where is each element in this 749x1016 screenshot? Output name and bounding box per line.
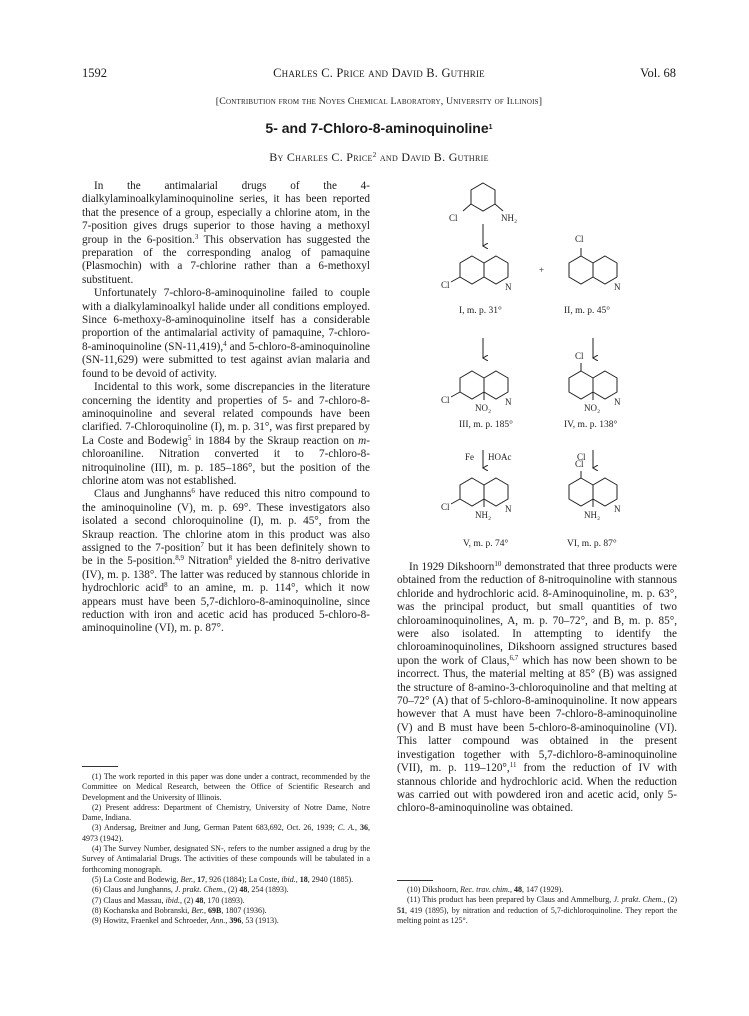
IV-cl-label: Cl xyxy=(575,351,584,361)
III-no2-label: NO₂ xyxy=(475,403,492,413)
label-compound-V: V, m. p. 74° xyxy=(463,539,509,549)
reagent-fe: Fe xyxy=(465,452,474,462)
IV-no2-label: NO₂ xyxy=(584,403,601,413)
footnote: (11) This product has been prepared by Claus and Ammelburg, J. prakt. Chem., (2) 51, 419 (1895), by nitration and reduction of 5,7-dichloroquinoline. They report the melting point as 125°. xyxy=(397,895,678,925)
V-n-label: N xyxy=(505,504,512,514)
V-cl-label: Cl xyxy=(441,502,450,512)
II-n-label: N xyxy=(614,282,621,292)
compound-VI-structure xyxy=(569,471,617,507)
footnote: (6) Claus and Junghanns, J. prakt. Chem., (2) 48, 254 (1893). xyxy=(92,885,289,895)
start-cl-label: Cl xyxy=(449,213,458,223)
footnote: (3) Andersag, Breitner and Jung, German Patent 683,692, Oct. 26, 1939; C. A., 36, 4973 (1942). xyxy=(82,823,371,843)
footnotes-left xyxy=(82,772,370,926)
VI-n-label: N xyxy=(614,504,621,514)
compound-IV-structure xyxy=(569,363,617,400)
IV-n-label: N xyxy=(614,397,621,407)
III-cl-label: Cl xyxy=(441,395,450,405)
title-text: 5- and 7-Chloro-8-aminoquinoline xyxy=(265,120,489,136)
label-compound-VI: VI, m. p. 87° xyxy=(567,539,617,549)
reagent-cl: Cl xyxy=(577,452,586,462)
II-cl-label: Cl xyxy=(575,234,584,244)
byline-and: and xyxy=(376,150,402,164)
page-number: 1592 xyxy=(82,66,107,80)
contribution-line: [Contribution from the Noyes Chemical Laboratory, University of Illinois] xyxy=(215,96,543,107)
label-compound-III: III, m. p. 185° xyxy=(459,420,513,430)
author-1-footnote-mark: 2 xyxy=(372,151,377,159)
footnote: (2) Present address: Department of Chemistry, University of Notre Dame, Notre Dame, Indiana. xyxy=(82,802,370,823)
label-compound-II: II, m. p. 45° xyxy=(564,306,611,316)
running-header xyxy=(82,66,676,82)
author-2: David B. Guthrie xyxy=(401,150,489,164)
compound-I-structure xyxy=(451,256,508,284)
I-n-label: N xyxy=(505,282,512,292)
compound-II-structure xyxy=(569,248,617,284)
volume-label: Vol. 68 xyxy=(640,66,676,80)
paragraph-4: Claus and Junghanns$^6$ have reduced this nitro compound to the aminoquinoline (V), m. p. 69°. These investigators also isolated a second chloroquinoline (I), m. p. 45°, from the Skraup reaction. The chlorine atom in this product was also assigned to the 7-position$^7$ but it has been definitely shown to be in the 5-position.$^{8,9}$ Nitration$^8$ yielded the 8-nitro derivative (IV), m. p. 138°. The latter was reduced by stannous chloride in hydrochloric acid$^8$ to an amine, m. p. 114°, which it now appears must have been 5,7-dichloro-8-aminoquinoline, since reduction with iron and acetic acid has produced 5-chloro-8-aminoquinoline (VI), m. p. 87°. xyxy=(82,487,370,635)
article-title xyxy=(82,120,676,136)
compound-V-structure xyxy=(451,478,508,507)
compound-III-structure xyxy=(451,371,508,400)
VI-nh2-label: NH₂ xyxy=(584,510,601,520)
VI-cl-label: Cl xyxy=(575,459,584,469)
footnote: (10) Dikshoorn, Rec. trav. chim., 48, 147 (1929). xyxy=(407,885,564,894)
paragraph-5: In 1929 Dikshoorn$^{10}$ demonstrated that three products were obtained from the reduction of 8-nitroquinoline with stannous chloride and hydrochloric acid. 8-Aminoquinoline, m. p. 63°, was the principal product, but small quantities of two chloroaminoquinolines, A, m. p. 70–72°, and B, m. p. 85°, were also isolated. In attempting to identify the chloroaminoquinolines, Dikshoorn assigned structures based upon the work of Claus,$^{6,7}$ which has now been shown to be incorrect. Thus, the material melting at 85° (B) was assigned the structure of 8-amino-3-chloroquinoline and that melting at 70–72° (A) that of 5-chloro-8-aminoquinoline. It now appears however that A must have been 7-chloro-8-aminoquinoline (V) and B must have been 5-chloro-8-aminoquinoline (VI). This latter compound was obtained in the present investigation together with 5,7-dichloro-8-aminoquinoline (VII), m. p. 119–120°,$^{11}$ from the reduction of IV with stannous chloride and hydrochloric acid. When the reduction was carried out with powdered iron and acetic acid, only 5-chloro-8-aminoquinoline was obtained. xyxy=(397,560,677,815)
byline xyxy=(82,150,676,165)
plus-sign: + xyxy=(539,265,545,275)
paragraph-1: In the antimalarial drugs of the 4-dialkylaminoalkylaminoquinoline series, it has been reported that the presence of a group, especially a chlorine atom, in the 7-position gives drugs superior to those having a methoxyl group in the 6-position.$^3$ This observation has suggested the preparation of the corresponding analog of pamaquine (Plasmochin) with a 7-chlorine rather than a 6-methoxyl substituent. xyxy=(82,180,371,286)
start-benzene-ring xyxy=(471,183,495,211)
footnote: (7) Claus and Massau, ibid., (2) 48, 170 (1893). xyxy=(92,895,245,905)
V-nh2-label: NH₂ xyxy=(475,510,492,520)
running-authors: Charles C. Price and David B. Guthrie xyxy=(273,66,485,80)
footnote-rule-right xyxy=(397,880,433,881)
footnote: (5) La Coste and Bodewig, Ber., 17, 926 (1884); La Coste, ibid., 18, 2940 (1885). xyxy=(92,874,354,884)
footnote-rule-left xyxy=(82,766,118,767)
footnotes-right xyxy=(397,885,677,926)
label-compound-IV: IV, m. p. 138° xyxy=(564,420,618,430)
author-1: Charles C. Price xyxy=(286,150,373,164)
III-n-label: N xyxy=(505,397,512,407)
paragraph-2: Unfortunately 7-chloro-8-aminoquinoline failed to couple with a dialkylaminoalkyl halide under all conditions employed. Since 6-methoxy-8-aminoquinoline itself has a considerable proportion of the antimalarial activity of pamaquine, 7-chloro-8-aminoquinoline (SN-11,419),$^4$ and 5-chloro-8-aminoquinoline (SN-11,629) were submitted to test against avian malaria and found to be devoid of activity. xyxy=(82,287,370,380)
byline-prefix: By xyxy=(269,150,287,164)
reaction-scheme-svg xyxy=(397,178,679,556)
reagent-hoac: HOAc xyxy=(488,452,512,462)
footnote: (4) The Survey Number, designated SN-, refers to the number assigned a drug by the Survey of Antimalarial Drugs. The activities of these compounds will be tabulated in a forthcoming monograph. xyxy=(82,844,370,874)
paragraph-3: Incidental to this work, some discrepancies in the literature concerning the identity and properties of 5- and 7-chloro-8-aminoquinoline and several related compounds have been clarified. 7-Chloroquinoline (I), m. p. 31°, was first prepared by La Coste and Bodewig$^5$ in 1884 by the Skraup reaction on m-chloroaniline. Nitration converted it to 7-chloro-8-nitroquinoline (III), m. p. 185–186°, but the position of the chlorine atom was not established. xyxy=(82,381,370,487)
title-footnote-mark: 1 xyxy=(488,124,493,131)
label-compound-I: I, m. p. 31° xyxy=(459,306,502,316)
left-column-body xyxy=(82,180,370,636)
footnote: (9) Howitz, Fraenkel and Schroeder, Ann., 396, 53 (1913). xyxy=(92,916,279,926)
reaction-scheme xyxy=(397,178,679,556)
footnote: (1) The work reported in this paper was done under a contract, recommended by the Committee on Medical Research, between the Office of Scientific Research and Development and the University of Illinois. xyxy=(82,772,370,802)
right-column-body xyxy=(397,561,677,816)
I-cl-label: Cl xyxy=(441,280,450,290)
footnote: (8) Kochanska and Bobranski, Ber., 69B, 1807 (1936). xyxy=(92,905,267,915)
start-nh2-label: NH₂ xyxy=(501,213,518,223)
